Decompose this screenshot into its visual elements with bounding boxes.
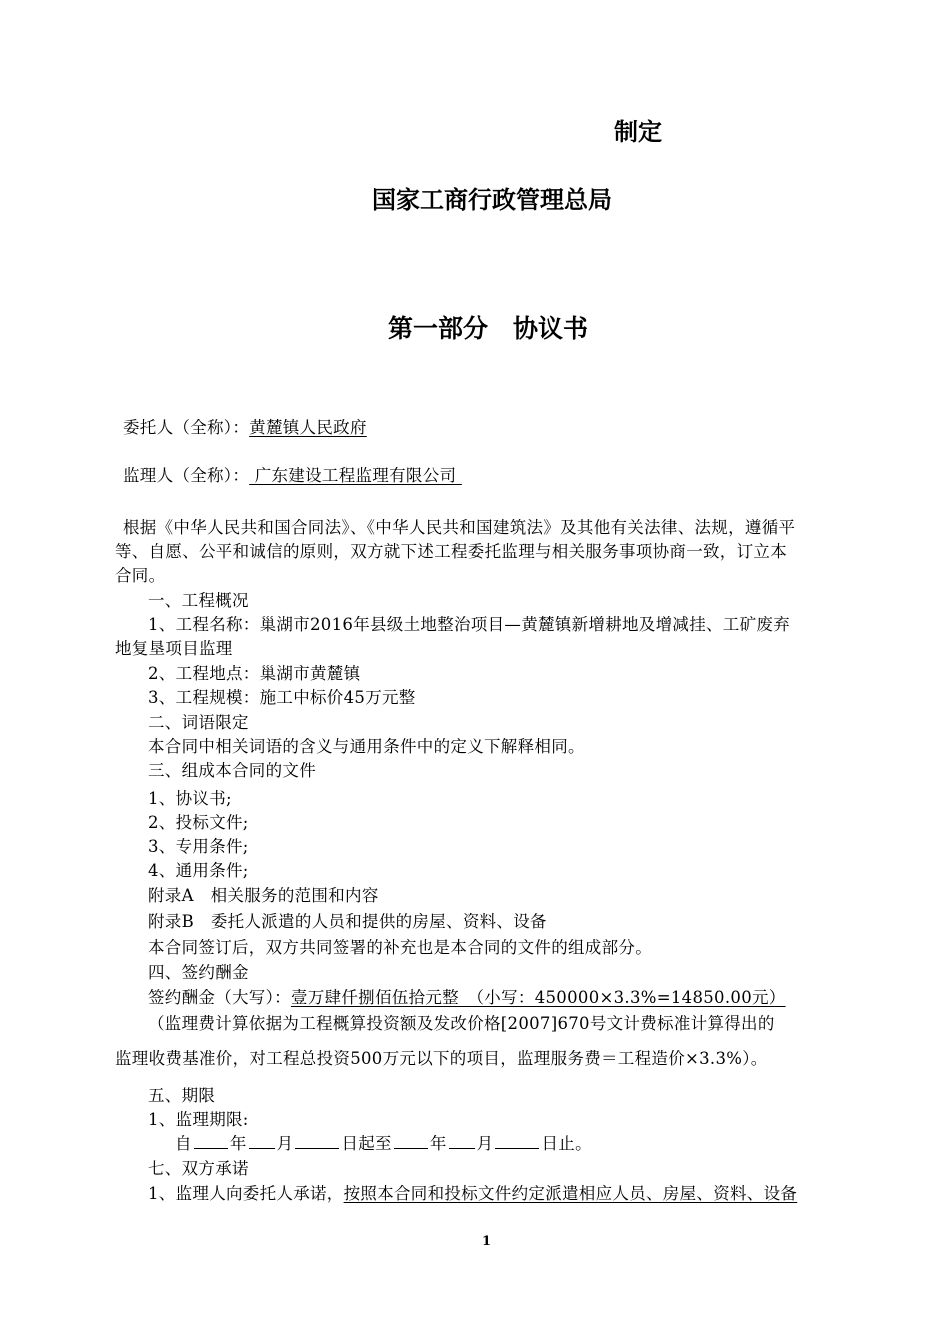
intro-line-3: 合同。 bbox=[115, 566, 166, 585]
blank-end-month bbox=[449, 1132, 475, 1149]
supplement-note: 本合同签订后，双方共同签署的补充也是本合同的文件的组成部分。 bbox=[148, 938, 652, 957]
section-1-title: 一、工程概况 bbox=[148, 591, 249, 610]
client-line bbox=[123, 414, 367, 438]
date-year-2: 年 bbox=[429, 1134, 447, 1153]
supervisor-name: 广东建设工程监理有限公司 bbox=[249, 466, 462, 485]
promise-line bbox=[148, 1180, 797, 1204]
doc-item-2: 2、投标文件; bbox=[148, 813, 249, 832]
section-5-title: 五、期限 bbox=[148, 1086, 216, 1105]
supervisor-label: 监理人（全称）： bbox=[123, 466, 250, 485]
project-name-line-1: 1、工程名称：巢湖市2016年县级土地整治项目—黄麓镇新增耕地及增减挂、工矿废弃 bbox=[148, 615, 790, 634]
appendix-b: 附录B 委托人派遣的人员和提供的房屋、资料、设备 bbox=[148, 912, 547, 931]
date-month-1: 月 bbox=[276, 1134, 294, 1153]
doc-item-1: 1、协议书; bbox=[148, 789, 232, 808]
date-day-1: 日起至 bbox=[341, 1134, 392, 1153]
promise-underlined: 按照本合同和投标文件约定派遣相应人员、房屋、资料、设备 bbox=[343, 1184, 798, 1203]
fee-basis-line-2: 监理收费基准价，对工程总投资500万元以下的项目，监理服务费＝工程造价×3.3%）。 bbox=[115, 1049, 768, 1068]
fee-amount: 壹万肆仟捌佰伍拾元整 （小写：450000×3.3%=14850.00元） bbox=[290, 988, 786, 1007]
client-label: 委托人（全称）： bbox=[123, 418, 250, 437]
project-scale: 3、工程规模：施工中标价45万元整 bbox=[148, 688, 416, 707]
project-name-line-2: 地复垦项目监理 bbox=[115, 639, 233, 658]
section-3-title: 三、组成本合同的文件 bbox=[148, 761, 316, 780]
terms-definition: 本合同中相关词语的含义与通用条件中的定义下解释相同。 bbox=[148, 737, 585, 756]
doc-item-3: 3、专用条件; bbox=[148, 837, 249, 856]
blank-start-day bbox=[295, 1132, 339, 1149]
header-made-by: 制定 bbox=[614, 117, 662, 146]
section-4-title: 四、签约酬金 bbox=[148, 963, 249, 982]
fee-basis-line-1: （监理费计算依据为工程概算投资额及发改价格[2007]670号文计费标准计算得出的 bbox=[148, 1014, 775, 1033]
header-issuer: 国家工商行政管理总局 bbox=[372, 185, 612, 214]
intro-line-1: 根据《中华人民共和国合同法》、《中华人民共和国建筑法》及其他有关法律、法规，遵循平 bbox=[123, 518, 796, 537]
date-year-1: 年 bbox=[229, 1134, 247, 1153]
date-month-2: 月 bbox=[476, 1134, 494, 1153]
client-name: 黄麓镇人民政府 bbox=[249, 418, 367, 437]
supervisor-line bbox=[123, 462, 462, 486]
date-from: 自 bbox=[175, 1134, 192, 1153]
section-7-title: 七、双方承诺 bbox=[148, 1159, 249, 1178]
blank-start-month bbox=[249, 1132, 275, 1149]
blank-end-year bbox=[394, 1132, 428, 1149]
fee-line bbox=[148, 984, 786, 1008]
promise-prefix: 1、监理人向委托人承诺， bbox=[148, 1184, 344, 1203]
appendix-a: 附录A 相关服务的范围和内容 bbox=[148, 886, 379, 905]
project-location: 2、工程地点：巢湖市黄麓镇 bbox=[148, 664, 361, 683]
doc-item-4: 4、通用条件; bbox=[148, 861, 249, 880]
date-day-2: 日止。 bbox=[541, 1134, 592, 1153]
part-title: 第一部分 协议书 bbox=[388, 314, 589, 343]
intro-line-2: 等、自愿、公平和诚信的原则，双方就下述工程委托监理与相关服务事项协商一致，订立本 bbox=[115, 542, 787, 561]
blank-end-day bbox=[495, 1132, 539, 1149]
supervision-period-label: 1、监理期限: bbox=[148, 1110, 249, 1129]
fee-label: 签约酬金（大写）： bbox=[148, 988, 291, 1007]
blank-start-year bbox=[194, 1132, 228, 1149]
section-2-title: 二、词语限定 bbox=[148, 713, 249, 732]
page-number: 1 bbox=[482, 1234, 492, 1249]
supervision-period-dates bbox=[175, 1130, 592, 1154]
